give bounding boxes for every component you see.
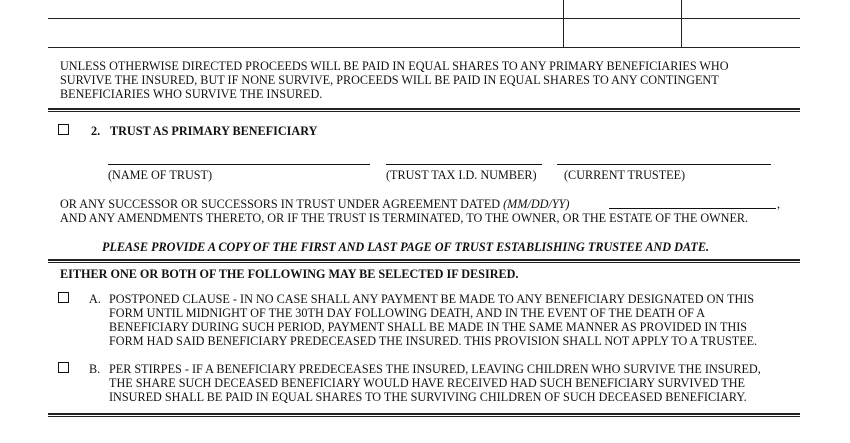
postponed-clause-checkbox[interactable]: [58, 292, 69, 303]
trust-tax-id-label: (TRUST TAX I.D. NUMBER): [386, 168, 537, 182]
trust-checkbox[interactable]: [58, 124, 69, 135]
paragraph-line: UNLESS OTHERWISE DIRECTED PROCEEDS WILL BE PAID IN EQUAL SHARES TO ANY PRIMARY BENEFICIARIES WHO: [60, 59, 729, 73]
section-divider: [48, 259, 800, 261]
current-trustee-field[interactable]: [557, 164, 771, 165]
per-stirpes-checkbox[interactable]: [58, 362, 69, 373]
option-a-line: BENEFICIARY DURING SUCH PERIOD, PAYMENT SHALL BE MADE IN THE SAME MANNER AS PROVIDED IN THIS: [109, 320, 748, 334]
option-a-line: FORM UNTIL MIDNIGHT OF THE 30TH DAY FOLLOWING DEATH, AND IN THE EVENT OF THE DEATH OF A: [109, 306, 706, 320]
section-title: TRUST AS PRIMARY BENEFICIARY: [110, 124, 318, 138]
option-b-line: THE SHARE SUCH DECEASED BENEFICIARY WOULD HAVE RECEIVED HAD SUCH BENEFICIARY SURVIVED THE: [109, 376, 745, 390]
beneficiary-cell[interactable]: [564, 19, 681, 47]
current-trustee-label: (CURRENT TRUSTEE): [564, 168, 686, 182]
option-letter: A.: [89, 292, 101, 306]
successor-line: [60, 197, 569, 212]
section-divider: [48, 111, 800, 112]
option-b-line: PER STIRPES - IF A BENEFICIARY PREDECEASES THE INSURED, LEAVING CHILDREN WHO SURVIVE THE INSURED,: [109, 362, 761, 376]
beneficiary-name-cell[interactable]: [48, 19, 563, 47]
agreement-date-field[interactable]: [609, 208, 776, 209]
name-of-trust-field[interactable]: [108, 164, 370, 165]
name-of-trust-label: (NAME OF TRUST): [108, 168, 213, 182]
section-divider: [48, 416, 800, 417]
date-format-label: (MM/DD/YY): [503, 197, 570, 211]
beneficiary-cell[interactable]: [682, 19, 800, 47]
option-b-line: INSURED SHALL BE PAID IN EQUAL SHARES TO THE SURVIVING CHILDREN OF SUCH DECEASED BENEFICIARY.: [109, 390, 747, 404]
section-divider: [48, 108, 800, 110]
option-letter: B.: [89, 362, 101, 376]
section-divider: [48, 413, 800, 415]
successor-line-text: OR ANY SUCCESSOR OR SUCCESSORS IN TRUST UNDER AGREEMENT DATED: [60, 197, 504, 211]
amendments-line: AND ANY AMENDMENTS THERETO, OR IF THE TRUST IS TERMINATED, TO THE OWNER, OR THE ESTATE OF THE OWNER.: [60, 211, 749, 225]
trust-copy-notice: PLEASE PROVIDE A COPY OF THE FIRST AND LAST PAGE OF TRUST ESTABLISHING TRUSTEE AND DATE.: [102, 240, 710, 254]
table-bottom-border: [48, 47, 800, 48]
option-a-line: POSTPONED CLAUSE - IN NO CASE SHALL ANY PAYMENT BE MADE TO ANY BENEFICIARY DESIGNATED ON THIS: [109, 292, 755, 306]
paragraph-line: BENEFICIARIES WHO SURVIVE THE INSURED.: [60, 87, 323, 101]
options-header: EITHER ONE OR BOTH OF THE FOLLOWING MAY BE SELECTED IF DESIRED.: [60, 267, 519, 281]
section-divider: [48, 262, 800, 263]
trust-tax-id-field[interactable]: [386, 164, 542, 165]
successor-line-comma: ,: [777, 197, 781, 211]
section-number: 2.: [91, 124, 101, 138]
option-a-line: FORM HAD SAID BENEFICIARY PREDECEASED THE INSURED. THIS PROVISION SHALL NOT APPLY TO A TRUSTEE.: [109, 334, 758, 348]
paragraph-line: SURVIVE THE INSURED, BUT IF NONE SURVIVE, PROCEEDS WILL BE PAID IN EQUAL SHARES TO ANY CONTINGENT: [60, 73, 719, 87]
